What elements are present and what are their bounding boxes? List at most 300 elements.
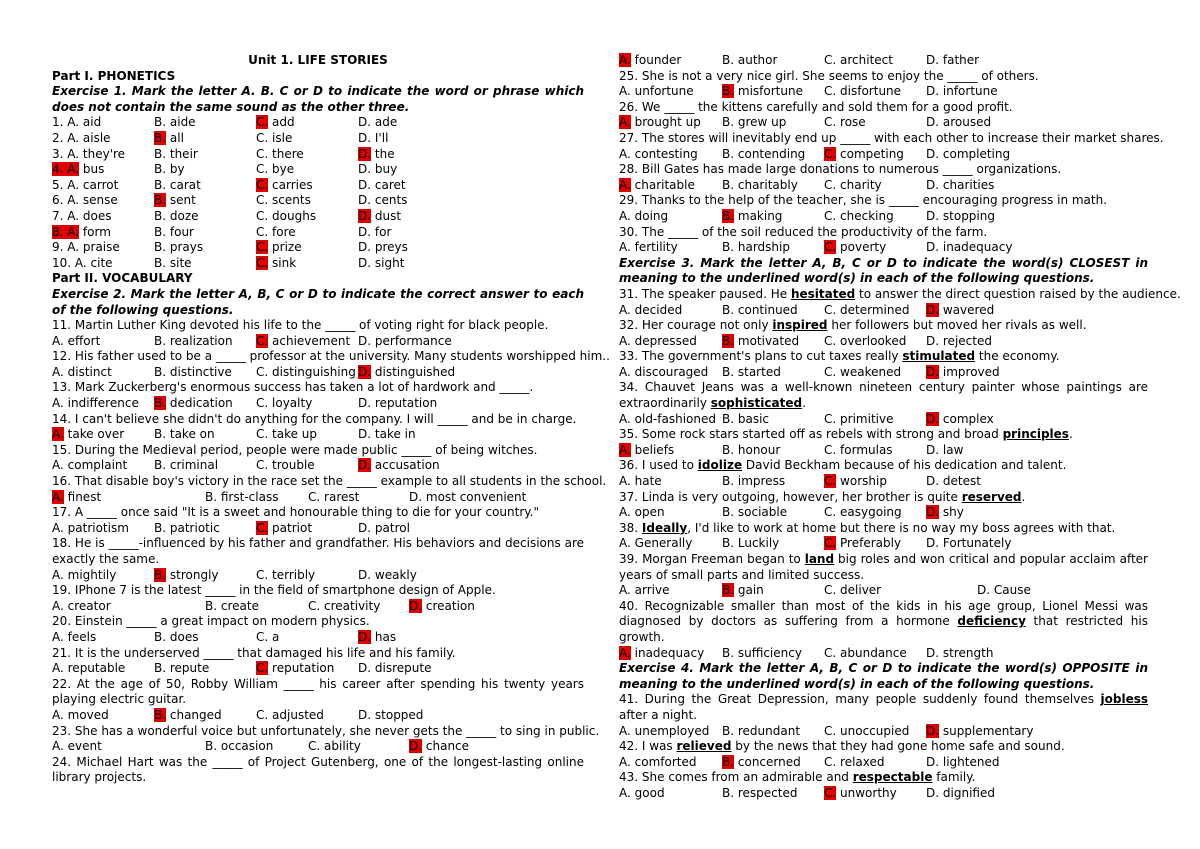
- answer-option[interactable]: [256, 458, 315, 474]
- answer-option[interactable]: [256, 178, 313, 194]
- answer-option[interactable]: [358, 147, 395, 163]
- answer-option[interactable]: [256, 209, 316, 225]
- answer-option[interactable]: [722, 583, 764, 599]
- option-letter: D.: [358, 193, 372, 208]
- question-text: [619, 770, 1148, 786]
- answer-option[interactable]: [154, 162, 185, 178]
- question-text: 16. That disable boy's victory in the race set the _____ example to all students in the school.: [52, 474, 607, 489]
- answer-option[interactable]: [256, 365, 356, 381]
- answer-option[interactable]: [824, 412, 893, 428]
- option-text: there: [272, 146, 304, 161]
- question-suffix: , I'd like to work at home but there is no way my boss agrees with that.: [687, 520, 1116, 535]
- answer-option[interactable]: [52, 240, 120, 256]
- answer-option[interactable]: [256, 568, 315, 584]
- answer-option[interactable]: [722, 147, 805, 163]
- answer-options: [52, 708, 584, 724]
- option-text: impress: [737, 474, 786, 489]
- answer-option[interactable]: [926, 786, 995, 802]
- answer-option[interactable]: [619, 505, 665, 521]
- option-text: distinguished: [374, 364, 456, 379]
- answer-option[interactable]: [154, 521, 220, 537]
- answer-option[interactable]: [619, 303, 682, 319]
- answer-option[interactable]: [824, 443, 893, 459]
- option-text: checking: [840, 208, 894, 223]
- answer-option[interactable]: [619, 724, 709, 740]
- answer-option[interactable]: [619, 786, 665, 802]
- answer-option[interactable]: [358, 661, 431, 677]
- option-text: strength: [942, 645, 994, 660]
- answer-option[interactable]: [256, 147, 304, 163]
- option-text: formulas: [840, 442, 893, 457]
- option-letter: A.: [52, 333, 64, 348]
- option-text: good: [634, 785, 665, 800]
- answer-option[interactable]: [824, 505, 902, 521]
- answer-option[interactable]: [52, 427, 124, 443]
- answer-option[interactable]: [722, 209, 782, 225]
- selected-answer-letter: C.: [256, 255, 269, 270]
- option-letter: A.: [619, 240, 631, 255]
- option-text: beliefs: [634, 442, 675, 457]
- answer-option[interactable]: [154, 147, 198, 163]
- answer-option[interactable]: [722, 178, 798, 194]
- option-letter: C.: [824, 723, 837, 738]
- option-text: shy: [942, 505, 964, 520]
- option-letter: B.: [154, 115, 167, 130]
- answer-option[interactable]: [358, 630, 396, 646]
- option-text: isle: [272, 130, 293, 145]
- option-text: effort: [67, 333, 101, 348]
- answer-option[interactable]: [52, 147, 125, 163]
- answer-option[interactable]: [256, 225, 296, 241]
- answer-option[interactable]: [154, 193, 196, 209]
- answer-option[interactable]: [926, 365, 1000, 381]
- answer-option[interactable]: [722, 115, 786, 131]
- option-letter: 1. A.: [52, 115, 80, 130]
- answer-option[interactable]: [926, 505, 964, 521]
- answer-option[interactable]: [619, 755, 696, 771]
- selected-answer-letter: C.: [256, 333, 269, 348]
- answer-option[interactable]: [824, 474, 887, 490]
- answer-option[interactable]: [52, 739, 102, 755]
- answer-option[interactable]: [926, 755, 999, 771]
- answer-option[interactable]: [358, 334, 452, 350]
- option-letter: D.: [926, 333, 940, 348]
- answer-option[interactable]: [722, 303, 798, 319]
- answer-option[interactable]: [52, 458, 127, 474]
- option-text: dignified: [942, 785, 995, 800]
- answer-option[interactable]: [619, 84, 694, 100]
- option-text: wavered: [942, 302, 995, 317]
- answer-option[interactable]: [722, 724, 800, 740]
- selected-answer-letter: B.: [722, 84, 735, 99]
- selected-answer-letter: D.: [926, 411, 940, 426]
- answer-option[interactable]: [926, 115, 991, 131]
- answer-option[interactable]: [256, 396, 312, 412]
- underlined-word: deficiency: [957, 614, 1026, 629]
- option-letter: D.: [358, 130, 372, 145]
- option-letter: D.: [926, 785, 940, 800]
- option-letter: D.: [358, 520, 372, 535]
- answer-option[interactable]: [154, 256, 192, 272]
- option-letter: 3. A.: [52, 146, 80, 161]
- answer-option[interactable]: [722, 412, 769, 428]
- answer-option[interactable]: [722, 84, 803, 100]
- option-letter: A.: [619, 146, 631, 161]
- option-letter: 7. A.: [52, 208, 80, 223]
- answer-option[interactable]: [52, 521, 129, 537]
- answer-option[interactable]: [824, 209, 894, 225]
- answer-option[interactable]: [619, 178, 695, 194]
- question-text: 11. Martin Luther King devoted his life to the _____ of voting right for black people.: [52, 318, 549, 333]
- answer-options: [52, 739, 584, 755]
- answer-option[interactable]: [926, 724, 1033, 740]
- selected-answer-letter: D.: [926, 723, 940, 738]
- answer-option[interactable]: [52, 599, 111, 615]
- answer-option[interactable]: [256, 193, 311, 209]
- option-text: take over: [67, 427, 125, 442]
- answer-option[interactable]: [52, 162, 104, 178]
- answer-option[interactable]: [358, 256, 404, 272]
- underlined-word: Ideally: [641, 520, 688, 535]
- selected-answer-letter: D.: [926, 364, 940, 379]
- question-text: 12. His father used to be a _____ professor at the university. Many students worshipped him..: [52, 349, 610, 364]
- question-prefix: 41. During the Great Depression, many people suddenly found themselves: [619, 692, 1101, 707]
- answer-option[interactable]: [52, 661, 125, 677]
- option-text: inadequacy: [942, 240, 1013, 255]
- answer-option[interactable]: [154, 396, 233, 412]
- selected-answer-letter: 4. A.: [52, 162, 80, 177]
- answer-option[interactable]: [824, 646, 907, 662]
- answer-option[interactable]: [926, 303, 994, 319]
- answer-option[interactable]: [824, 583, 881, 599]
- option-letter: C.: [824, 583, 837, 598]
- option-letter: B.: [154, 146, 167, 161]
- underlined-word: hesitated: [790, 286, 856, 301]
- answer-option[interactable]: [52, 115, 101, 131]
- answer-option[interactable]: [619, 53, 681, 69]
- answer-option[interactable]: [722, 334, 799, 350]
- answer-option[interactable]: [619, 365, 708, 381]
- answer-option[interactable]: [926, 53, 979, 69]
- answer-option[interactable]: [926, 536, 1011, 552]
- answer-option[interactable]: [722, 505, 787, 521]
- answer-option[interactable]: [619, 240, 678, 256]
- answer-option[interactable]: [722, 365, 781, 381]
- question-text: [619, 490, 1148, 506]
- option-text: fore: [272, 224, 296, 239]
- question-text: [619, 380, 1148, 411]
- answer-option[interactable]: [358, 240, 408, 256]
- answer-option[interactable]: [256, 256, 296, 272]
- option-text: sight: [374, 255, 405, 270]
- answer-option[interactable]: [619, 443, 674, 459]
- selected-answer-letter: B.: [722, 583, 735, 598]
- answer-option[interactable]: [358, 708, 423, 724]
- answer-option[interactable]: [619, 646, 704, 662]
- answer-option[interactable]: [256, 334, 350, 350]
- question-prefix: 38.: [619, 520, 642, 535]
- option-text: indifference: [67, 396, 139, 411]
- option-text: complex: [942, 411, 994, 426]
- answer-option[interactable]: [824, 53, 893, 69]
- answer-option[interactable]: [205, 739, 273, 755]
- answer-option[interactable]: [824, 240, 886, 256]
- option-text: improved: [942, 364, 1000, 379]
- exercise-instruction: Exercise 4. Mark the letter A, B, C or D to indicate the word(s) OPPOSITE in meaning to the underlined word(s) in each of the following questions.: [619, 661, 1148, 691]
- option-text: cite: [90, 255, 113, 270]
- answer-option[interactable]: [722, 536, 779, 552]
- answer-option[interactable]: [154, 209, 199, 225]
- answer-option[interactable]: [722, 646, 802, 662]
- option-letter: C.: [256, 458, 269, 473]
- answer-option[interactable]: [52, 630, 96, 646]
- option-letter: B.: [722, 645, 735, 660]
- option-text: infortune: [942, 84, 998, 99]
- selected-answer-letter: D.: [409, 739, 423, 754]
- option-text: trouble: [272, 458, 315, 473]
- answer-option[interactable]: [358, 209, 401, 225]
- answer-option[interactable]: [926, 412, 994, 428]
- selected-answer-letter: A.: [52, 489, 64, 504]
- answer-options: [619, 583, 1148, 599]
- answer-option[interactable]: [926, 646, 993, 662]
- answer-option[interactable]: [619, 536, 692, 552]
- answer-option[interactable]: [619, 474, 662, 490]
- answer-option[interactable]: [52, 209, 112, 225]
- answer-option[interactable]: [358, 521, 410, 537]
- option-text: Preferably: [840, 536, 902, 551]
- question-text: 15. During the Medieval period, people were made public _____ of being witches.: [52, 442, 538, 457]
- answer-option[interactable]: [824, 536, 901, 552]
- answer-option[interactable]: [308, 739, 361, 755]
- answer-option[interactable]: [824, 147, 904, 163]
- option-letter: B.: [722, 177, 735, 192]
- option-text: distinctive: [169, 364, 232, 379]
- answer-option[interactable]: [358, 568, 417, 584]
- option-text: unoccupied: [840, 723, 910, 738]
- option-letter: B.: [154, 224, 167, 239]
- answer-option[interactable]: [358, 131, 388, 147]
- option-letter: B.: [154, 458, 167, 473]
- answer-option[interactable]: [824, 755, 885, 771]
- answer-option[interactable]: [308, 490, 359, 506]
- answer-option[interactable]: [52, 178, 118, 194]
- answer-option[interactable]: [619, 334, 697, 350]
- option-text: complaint: [67, 458, 128, 473]
- answer-option[interactable]: [52, 193, 118, 209]
- option-text: does: [82, 208, 112, 223]
- option-letter: D.: [926, 536, 940, 551]
- answer-option[interactable]: [722, 240, 790, 256]
- option-text: sink: [272, 255, 297, 270]
- answer-option[interactable]: [52, 568, 116, 584]
- option-text: first-class: [220, 489, 279, 504]
- answer-option[interactable]: [358, 178, 406, 194]
- answer-option[interactable]: [722, 786, 797, 802]
- answer-option[interactable]: [619, 209, 668, 225]
- answer-option[interactable]: [154, 240, 203, 256]
- answer-option[interactable]: [52, 256, 113, 272]
- answer-option[interactable]: [154, 365, 232, 381]
- option-text: dedication: [169, 396, 233, 411]
- answer-option[interactable]: [409, 490, 526, 506]
- question-text: 28. Bill Gates has made large donations to numerous _____ organizations.: [619, 162, 1062, 177]
- answer-option[interactable]: [205, 490, 278, 506]
- option-text: basic: [737, 411, 770, 426]
- answer-option[interactable]: [358, 365, 455, 381]
- answer-options: [619, 365, 1148, 381]
- answer-option[interactable]: [824, 84, 901, 100]
- answer-option[interactable]: [409, 599, 475, 615]
- answer-option[interactable]: [154, 661, 209, 677]
- answer-option[interactable]: [926, 209, 995, 225]
- answer-option[interactable]: [619, 412, 716, 428]
- answer-option[interactable]: [926, 147, 1010, 163]
- option-text: strongly: [169, 567, 219, 582]
- option-letter: D.: [926, 84, 940, 99]
- option-text: reputable: [67, 661, 126, 676]
- answer-option[interactable]: [926, 240, 1012, 256]
- question-text: [619, 427, 1148, 443]
- answer-option[interactable]: [926, 474, 981, 490]
- option-text: unfortune: [634, 84, 694, 99]
- answer-option[interactable]: [205, 599, 259, 615]
- option-text: realization: [169, 333, 233, 348]
- option-text: redundant: [737, 723, 801, 738]
- option-text: their: [169, 146, 198, 161]
- answer-option[interactable]: [154, 427, 215, 443]
- answer-option[interactable]: [256, 661, 334, 677]
- answer-option[interactable]: [256, 162, 294, 178]
- option-letter: C.: [824, 645, 837, 660]
- option-letter: B.: [154, 255, 167, 270]
- answer-option[interactable]: [409, 739, 469, 755]
- option-letter: D.: [926, 754, 940, 769]
- answer-option[interactable]: [154, 458, 218, 474]
- answer-option[interactable]: [52, 396, 139, 412]
- option-text: overlooked: [840, 333, 907, 348]
- option-letter: A.: [619, 333, 631, 348]
- answer-option[interactable]: [52, 131, 111, 147]
- answer-option[interactable]: [722, 53, 777, 69]
- option-text: primitive: [840, 411, 894, 426]
- answer-option[interactable]: [824, 724, 909, 740]
- answer-option[interactable]: [52, 490, 101, 506]
- option-text: four: [169, 224, 194, 239]
- answer-option[interactable]: [358, 427, 416, 443]
- answer-option[interactable]: [824, 786, 897, 802]
- option-text: performance: [374, 333, 452, 348]
- answer-option[interactable]: [358, 115, 397, 131]
- question-prefix: 42. I was: [619, 739, 677, 754]
- answer-option[interactable]: [926, 334, 992, 350]
- answer-option[interactable]: [308, 599, 380, 615]
- option-letter: A.: [619, 302, 631, 317]
- exercise-instruction: Exercise 1. Mark the letter A. B. C or D to indicate the word or phrase which does not contain the same sound as the other three.: [52, 84, 584, 114]
- answer-option[interactable]: [824, 178, 882, 194]
- answer-option[interactable]: [52, 365, 112, 381]
- answer-option[interactable]: [824, 334, 906, 350]
- answer-option[interactable]: [926, 443, 963, 459]
- answer-option[interactable]: [824, 115, 866, 131]
- option-text: continued: [737, 302, 798, 317]
- option-letter: B.: [154, 520, 167, 535]
- question-prefix: 33. The government's plans to cut taxes really: [619, 349, 903, 364]
- answer-option[interactable]: [154, 568, 219, 584]
- option-text: Luckily: [737, 536, 780, 551]
- option-text: feels: [67, 629, 97, 644]
- question-suffix: to answer the direct question raised by the audience.: [855, 286, 1181, 301]
- answer-option[interactable]: [926, 84, 998, 100]
- answer-option[interactable]: [52, 708, 109, 724]
- answer-options: [619, 303, 1148, 319]
- answer-option[interactable]: [619, 583, 669, 599]
- question-prefix: 40. Recognizable smaller than most of the kids in his age group, Lionel Messi was diagnosed by doctors as suffering from a hormone: [619, 598, 1148, 629]
- answer-option[interactable]: [926, 178, 994, 194]
- answer-option[interactable]: [52, 334, 100, 350]
- answer-option[interactable]: [977, 583, 1031, 599]
- selected-answer-letter: C.: [824, 785, 837, 800]
- selected-answer-letter: C.: [256, 115, 269, 130]
- selected-answer-letter: C.: [256, 520, 269, 535]
- selected-answer-letter: D.: [409, 598, 423, 613]
- answer-option[interactable]: [256, 115, 295, 131]
- answer-options: [52, 458, 584, 474]
- option-letter: C.: [256, 629, 269, 644]
- answer-option[interactable]: [358, 396, 437, 412]
- option-text: take up: [272, 427, 318, 442]
- option-letter: D.: [926, 115, 940, 130]
- answer-option[interactable]: [256, 708, 324, 724]
- answer-option[interactable]: [824, 365, 901, 381]
- answer-option[interactable]: [619, 115, 701, 131]
- answer-option[interactable]: [619, 147, 698, 163]
- answer-option[interactable]: [358, 458, 440, 474]
- option-text: terribly: [272, 567, 316, 582]
- option-letter: D.: [358, 177, 372, 192]
- answer-option[interactable]: [722, 474, 785, 490]
- option-text: gain: [737, 583, 764, 598]
- answer-option[interactable]: [154, 708, 222, 724]
- option-letter: A.: [52, 629, 64, 644]
- answer-option[interactable]: [824, 303, 909, 319]
- answer-option[interactable]: [256, 521, 312, 537]
- answer-option[interactable]: [256, 630, 279, 646]
- answer-option[interactable]: [154, 131, 184, 147]
- question-text: 27. The stores will inevitably end up _____ with each other to increase their market shares.: [619, 130, 1164, 145]
- answer-option[interactable]: [154, 225, 194, 241]
- answer-option[interactable]: [256, 427, 317, 443]
- answer-option[interactable]: [722, 443, 780, 459]
- answer-options: [52, 131, 584, 147]
- answer-option[interactable]: [358, 162, 397, 178]
- question-text: 22. At the age of 50, Robby William _____ his career after spending his twenty years playing electric guitar.: [52, 676, 584, 707]
- option-text: sociable: [737, 505, 788, 520]
- answer-option[interactable]: [358, 193, 407, 209]
- answer-option[interactable]: [256, 240, 302, 256]
- answer-option[interactable]: [256, 131, 292, 147]
- answer-option[interactable]: [722, 755, 801, 771]
- answer-option[interactable]: [154, 115, 196, 131]
- answer-option[interactable]: [52, 225, 111, 241]
- answer-option[interactable]: [154, 178, 201, 194]
- answer-option[interactable]: [358, 225, 391, 241]
- answer-option[interactable]: [154, 630, 198, 646]
- answer-option[interactable]: [154, 334, 233, 350]
- question-suffix: that restricted his growth.: [619, 614, 1148, 644]
- option-text: a: [272, 629, 280, 644]
- option-text: inadequacy: [634, 645, 705, 660]
